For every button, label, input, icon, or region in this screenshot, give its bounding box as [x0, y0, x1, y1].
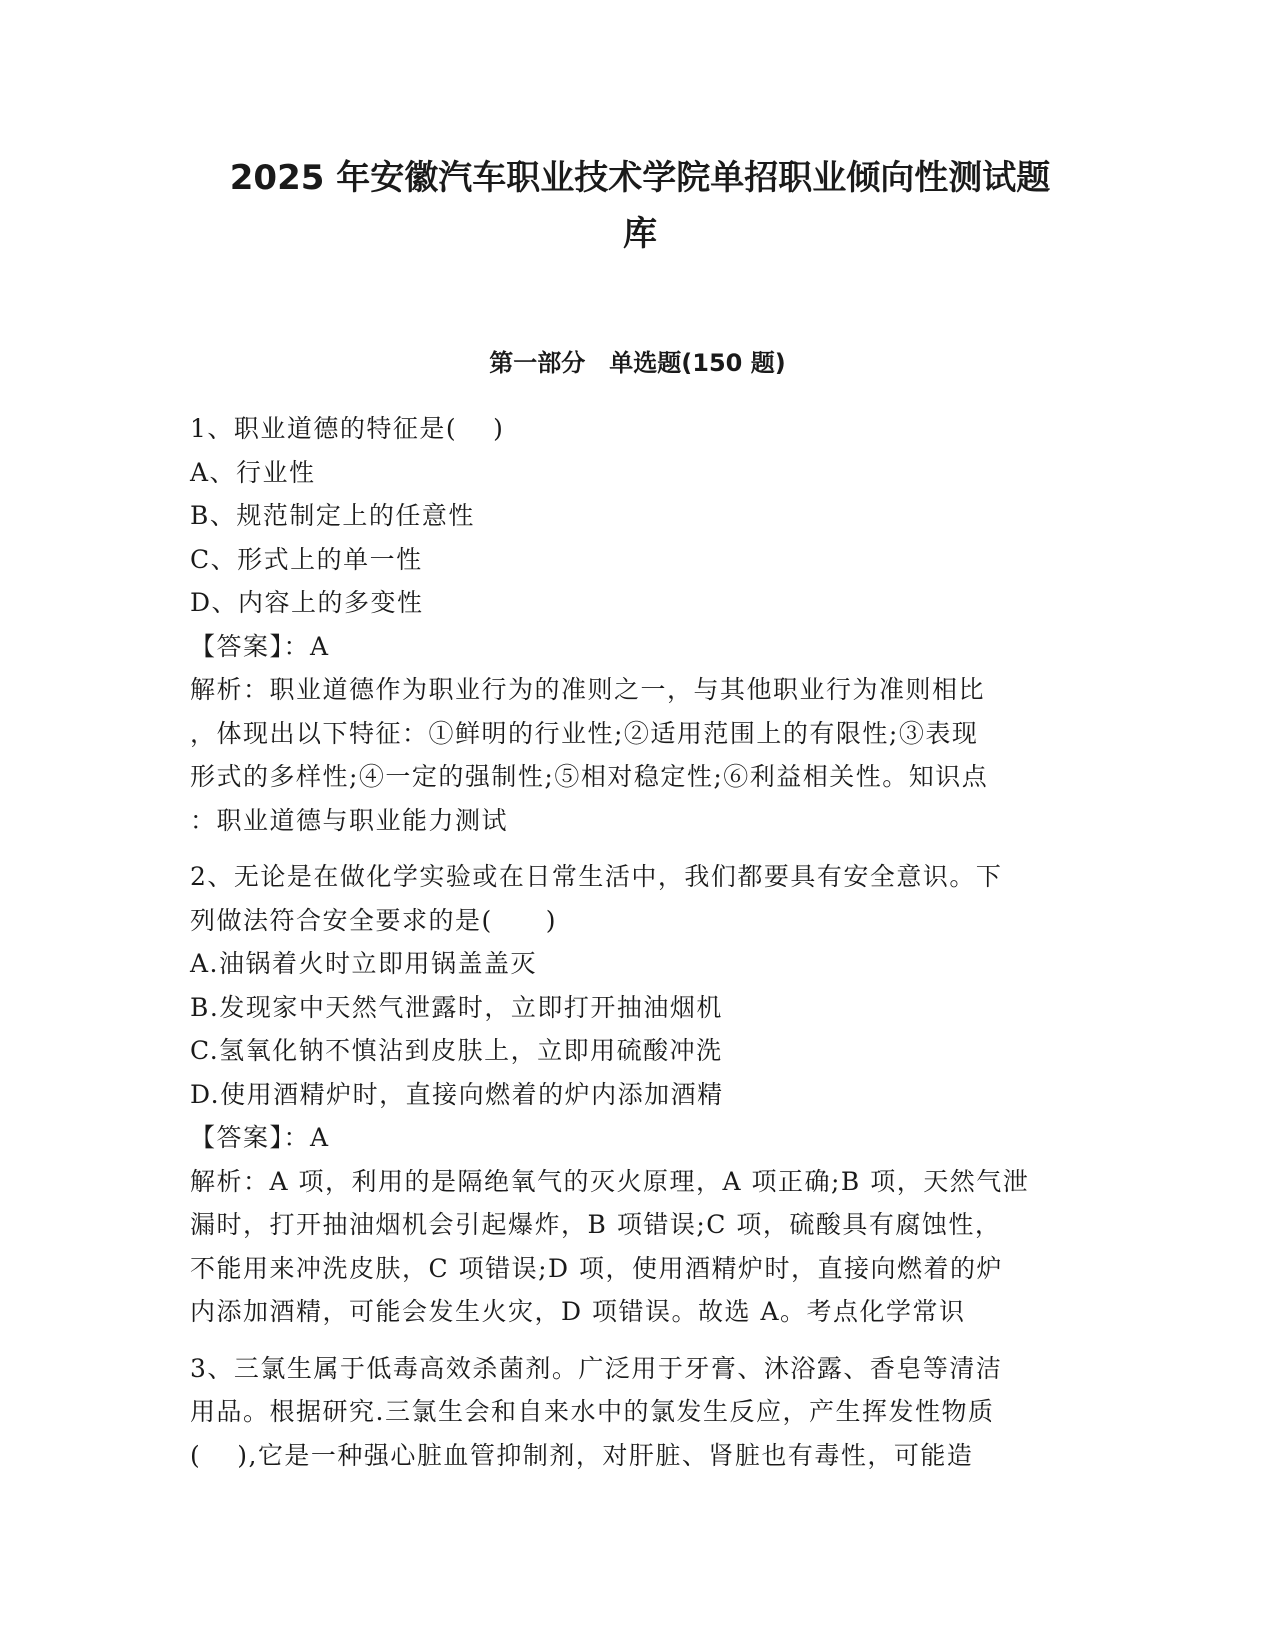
- question-stem-line: 列做法符合安全要求的是( ): [190, 905, 558, 935]
- question-options: [190, 451, 1090, 625]
- question-stem: [190, 1347, 1090, 1478]
- option-d: D、内容上的多变性: [190, 588, 424, 617]
- question-stem-line: ( ),它是一种强心脏血管抑制剂，对肝脏、肾脏也有毒性，可能造: [190, 1440, 974, 1470]
- document-title: [190, 150, 1090, 262]
- explanation-line: 漏时，打开抽油烟机会引起爆炸，B 项错误;C 项，硫酸具有腐蚀性，: [190, 1210, 1002, 1239]
- question-stem-line: 用品。根据研究.三氯生会和自来水中的氯发生反应，产生挥发性物质: [190, 1397, 995, 1426]
- option-b: B.发现家中天然气泄露时，立即打开抽油烟机: [190, 992, 723, 1022]
- option-d: D.使用酒精炉时，直接向燃着的炉内添加酒精: [190, 1079, 724, 1109]
- question-list: [190, 407, 1090, 1490]
- explanation-line: 解析：A 项，利用的是隔绝氧气的灭火原理，A 项正确;B 项，天然气泄: [190, 1166, 1030, 1196]
- question-stem-line: 1、职业道德的特征是( ): [190, 414, 505, 443]
- explanation: [190, 668, 1090, 842]
- explanation: [190, 1160, 1090, 1334]
- explanation-line: 不能用来冲洗皮肤，C 项错误;D 项，使用酒精炉时，直接向燃着的炉: [190, 1253, 1003, 1283]
- question-stem: [190, 855, 1090, 942]
- question-1: [190, 407, 1090, 842]
- answer-label: 【答案】：A: [190, 1123, 330, 1152]
- option-c: C、形式上的单一性: [190, 544, 423, 574]
- option-a: A、行业性: [190, 457, 316, 487]
- explanation-line: 内添加酒精，可能会发生火灾，D 项错误。故选 A。考点化学常识: [190, 1297, 966, 1326]
- question-stem: [190, 407, 1090, 451]
- option-a: A.油锅着火时立即用锅盖盖灭: [190, 949, 538, 978]
- document-title-line-1: 2025 年安徽汽车职业技术学院单招职业倾向性测试题: [229, 158, 1051, 198]
- question-stem-line: 2、无论是在做化学实验或在日常生活中，我们都要具有安全意识。下: [190, 862, 1003, 891]
- question-2: [190, 855, 1090, 1334]
- answer-label: 【答案】：A: [190, 631, 330, 661]
- explanation-line: ：职业道德与职业能力测试: [190, 805, 509, 835]
- question-options: [190, 942, 1090, 1116]
- document-title-line-2: 库: [623, 214, 657, 254]
- question-stem-line: 3、三氯生属于低毒高效杀菌剂。广泛用于牙膏、沐浴露、香皂等清洁: [190, 1353, 1003, 1383]
- explanation-line: 形式的多样性;④一定的强制性;⑤相对稳定性;⑥利益相关性。知识点: [190, 762, 989, 791]
- option-c: C.氢氧化钠不慎沾到皮肤上，立即用硫酸冲洗: [190, 1036, 723, 1065]
- explanation-line: 解析：职业道德作为职业行为的准则之一，与其他职业行为准则相比: [190, 675, 986, 704]
- section-title: 第一部分 单选题(150 题): [489, 349, 786, 377]
- question-3: [190, 1347, 1090, 1478]
- option-b: B、规范制定上的任意性: [190, 501, 475, 530]
- explanation-line: ，体现出以下特征：①鲜明的行业性;②适用范围上的有限性;③表现: [190, 718, 979, 748]
